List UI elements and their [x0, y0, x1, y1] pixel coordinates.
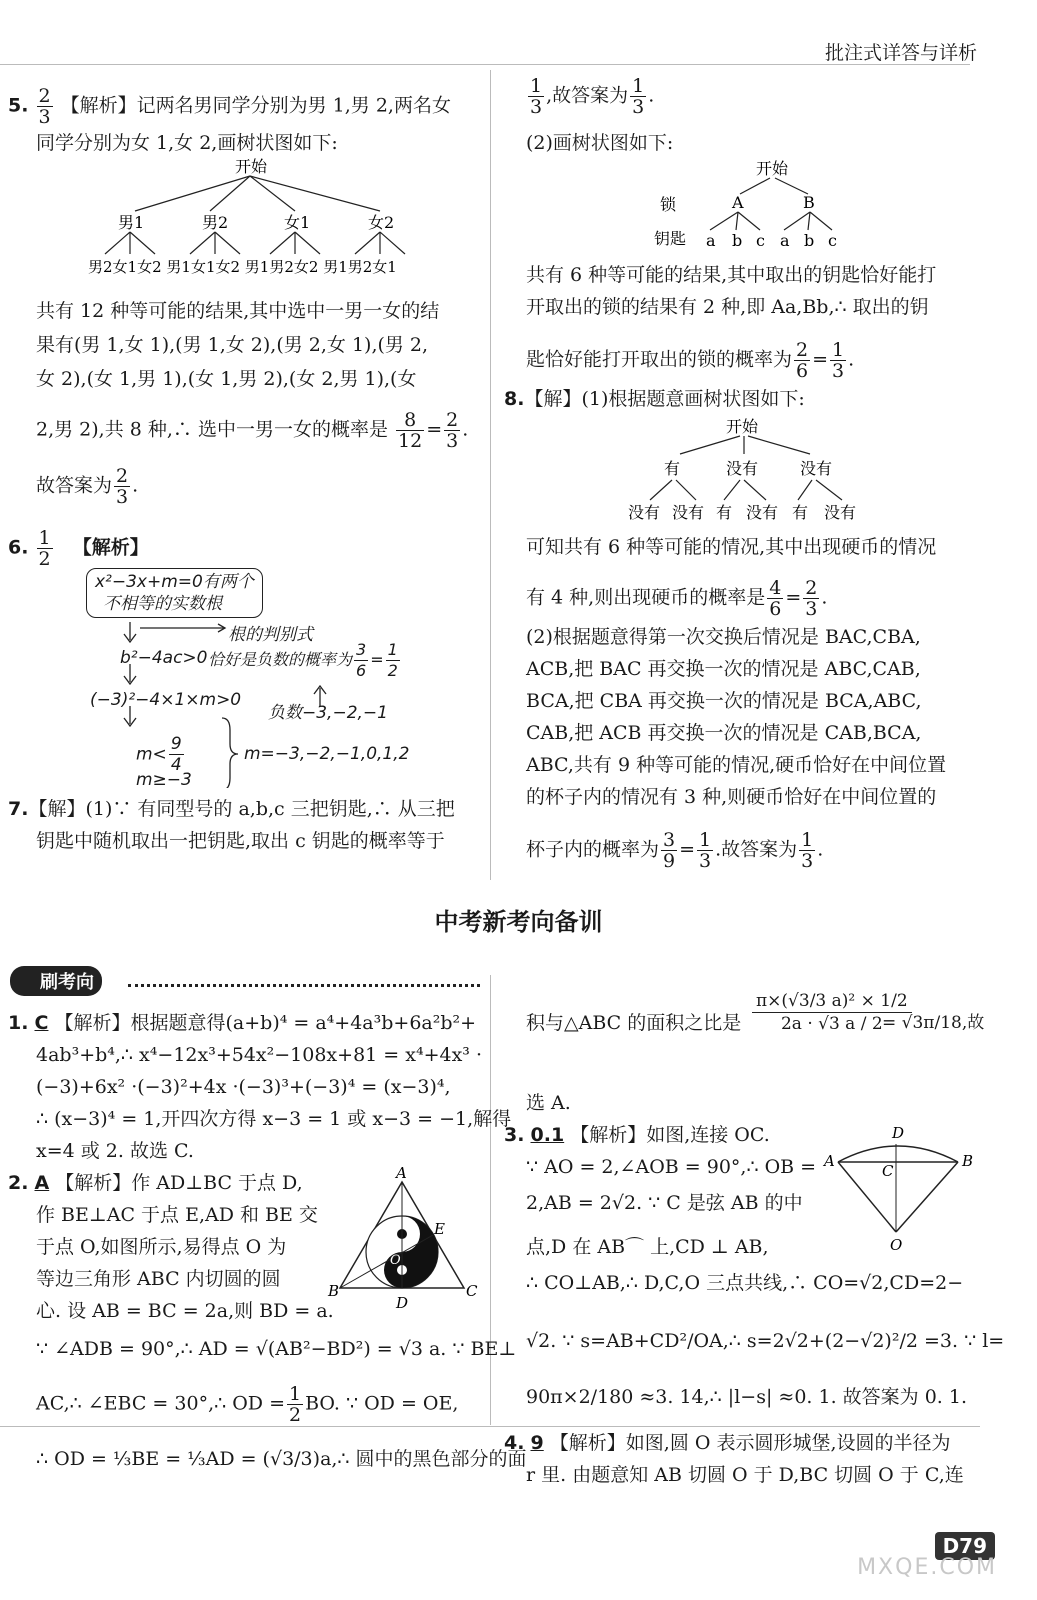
q6-m-geq: m≥−3: [136, 770, 192, 790]
tree2-lock: B: [803, 193, 815, 212]
fig3-label-B: B: [962, 1152, 974, 1170]
q6-header: 6. $\frac{1}{2}$ 【解析】: [8, 527, 149, 570]
b2r-ratio-fraction: π×(√3/3 a)² × 1/2 2a · √3 a / 2: [752, 990, 912, 1035]
tree1-leaves: 男2女1女2 男1女1女2 男1男2女2 男1男2女1: [88, 258, 397, 276]
q5-line3: 共有 12 种等可能的结果,其中选中一男一女的结: [36, 300, 440, 322]
fig3-label-O: O: [890, 1236, 903, 1254]
q6-probability-note: 恰好是负数的概率为 $\frac{3}{6}$ = $\frac{1}{2}$: [208, 640, 398, 680]
q7-line1: 7.【解】(1)∵ 有同型号的 a,b,c 三把钥匙,∴ 从三把: [8, 798, 455, 820]
page-header-title: 批注式详答与详析: [824, 42, 977, 64]
b3-line2: ∵ AO = 2,∠AOB = 90°,∴ OB =: [526, 1156, 817, 1178]
q6-m-less: m< $\frac{9}{4}$: [136, 734, 182, 775]
tree3-leaf: 有: [716, 503, 733, 522]
b3-line5: ∴ CO⊥AB,∴ D,C,O 三点共线,∴ CO=√2,CD=2−: [526, 1272, 964, 1294]
b2r-line1: 积与△ABC 的面积之比是: [526, 1012, 742, 1034]
q5-line5: 女 2),(女 1,男 1),(女 1,男 2),(女 2,男 1),(女: [36, 368, 417, 390]
b2-line7: AC,∴ ∠EBC = 30°,∴ OD = $\frac{1}{2}$ BO. ∵ OD = OE,: [36, 1383, 459, 1426]
q8-line7: CAB,把 ACB 再交换一次的情况是 CAB,BCA,: [526, 722, 922, 744]
tree2-key-label: 钥匙: [654, 229, 687, 248]
b2-line5: 心. 设 AB = BC = 2a,则 BD = a.: [36, 1300, 334, 1322]
q8-line8: ABC,共有 9 种等可能的情况,硬币恰好在中间位置: [526, 754, 947, 776]
tree3-leaf: 没有: [746, 503, 779, 522]
sector-figure: [818, 1122, 978, 1254]
b3-line7: 90π×2/180 ≈3. 14,∴ |l−s| ≈0. 1. 故答案为 0. 1.: [526, 1386, 967, 1408]
b3-line1: 3. 0.1 【解析】如图,连接 OC.: [504, 1124, 770, 1146]
q6-box: x²−3x+m=0有两个 不相等的实数根: [86, 568, 263, 618]
q5-line6: 2,男 2),共 8 种,∴ 选中一男一女的概率是 $\frac{8}{12}$ = $\frac{2}{3}$ .: [36, 409, 469, 452]
badge-rule: [128, 984, 480, 987]
b1-line3: (−3)+6x² ·(−3)²+4x ·(−3)³+(−3)⁴ = (x−3)⁴,: [36, 1076, 451, 1098]
fig3-label-A: A: [824, 1152, 835, 1170]
section-title: 中考新考向备训: [434, 908, 603, 936]
tree2-lock-label: 锁: [660, 195, 677, 214]
b2-line3: 于点 O,如图所示,易得点 O 为: [36, 1236, 287, 1258]
tree3-node: 没有: [800, 459, 833, 478]
column-divider-top: [490, 70, 491, 880]
tree2-key: b: [732, 231, 743, 250]
tree3-leaf: 没有: [672, 503, 705, 522]
fig2-label-C: C: [466, 1282, 478, 1300]
q8-line5: ACB,把 BAC 再交换一次的情况是 ABC,CAB,: [526, 658, 921, 680]
badge-label: 刷考向: [10, 966, 102, 996]
b2-line2: 作 BE⊥AC 于点 E,AD 和 BE 交: [36, 1204, 318, 1226]
q8-line1: 8.【解】(1)根据题意画树状图如下:: [504, 388, 805, 410]
r-line5: 匙恰好能打开取出的锁的概率为 $\frac{2}{6}$ = $\frac{1}{3}$ .: [526, 339, 855, 382]
tree3-node: 有: [664, 459, 681, 478]
b2-line8: ∴ OD = ⅓BE = ⅓AD = (√3/3)a,∴ 圆中的黑色部分的面: [36, 1448, 527, 1470]
header-rule: [0, 64, 970, 65]
q7-line2: 钥匙中随机取出一把钥匙,取出 c 钥匙的概率等于: [36, 830, 445, 852]
b4-line2: r 里. 由题意知 AB 切圆 O 于 D,BC 切圆 O 于 C,连: [526, 1464, 964, 1486]
q5-line7: 故答案为 $\frac{2}{3}$ .: [36, 465, 139, 508]
fig2-label-A: A: [396, 1166, 407, 1182]
fig3-label-C: C: [882, 1162, 894, 1180]
tree2-key: c: [756, 231, 765, 250]
tree1-root: 开始: [235, 157, 268, 176]
b2-line4: 等边三角形 ABC 内切圆的圆: [36, 1268, 281, 1290]
triangle-yinyang-figure: [326, 1166, 478, 1312]
q5-answer-fraction: $\frac{2}{3}$: [38, 85, 51, 128]
r-line4: 开取出的锁的结果有 2 种,即 Aa,Bb,∴ 取出的钥: [526, 296, 929, 318]
b4-line1: 4. 9 【解析】如图,圆 O 表示圆形城堡,设圆的半径为: [504, 1432, 951, 1454]
watermark: MXQE.COM: [857, 1555, 997, 1580]
page-number: D79: [935, 1532, 995, 1560]
tree-diagram-coins: [620, 414, 880, 526]
b3-line4: 点,D 在 AB⌒ 上,CD ⊥ AB,: [526, 1236, 769, 1258]
tree3-leaf: 没有: [824, 503, 857, 522]
tree3-node: 没有: [726, 459, 759, 478]
tree1-node: 女2: [368, 213, 395, 232]
b2-line6: ∵ ∠ADB = 90°,∴ AD = √(AB²−BD²) = √3 a. ∵ BE⊥: [36, 1338, 517, 1360]
q8-line4: (2)根据题意得第一次交换后情况是 BAC,CBA,: [526, 626, 921, 648]
fig2-label-D: D: [396, 1294, 409, 1312]
fig2-label-E: E: [434, 1220, 445, 1238]
r-line3: 共有 6 种等可能的结果,其中取出的钥匙恰好能打: [526, 264, 937, 286]
fig3-label-D: D: [892, 1124, 905, 1142]
q6-m-values: m=−3,−2,−1,0,1,2: [244, 744, 410, 764]
q5-line2: 同学分别为女 1,女 2,画树状图如下:: [36, 132, 338, 154]
q6-discriminant-calc: (−3)²−4×1×m>0: [90, 690, 242, 710]
q8-line2: 可知共有 6 种等可能的情况,其中出现硬币的情况: [526, 536, 937, 558]
tree1-node: 女1: [284, 213, 311, 232]
b1-line2: 4ab³+b⁴,∴ x⁴−12x³+54x²−108x+81 = x⁴+4x³ ·: [36, 1044, 482, 1066]
tree-diagram-locks: [650, 158, 880, 250]
q5-line4: 果有(男 1,女 1),(男 1,女 2),(男 2,女 1),(男 2,: [36, 334, 429, 356]
tree3-root: 开始: [726, 417, 759, 436]
fig2-label-O: O: [390, 1253, 401, 1268]
b1-line5: x=4 或 2. 故选 C.: [36, 1140, 194, 1162]
b1-line4: ∴ (x−3)⁴ = 1,开四次方得 x−3 = 1 或 x−3 = −1,解得: [36, 1108, 512, 1130]
fig2-label-B: B: [328, 1282, 340, 1300]
q5-line1: 5. $\frac{2}{3}$ 【解析】记两名男同学分别为男 1,男 2,两名女: [8, 85, 451, 128]
b2r-line2: 选 A.: [526, 1092, 571, 1114]
tree3-leaf: 没有: [628, 503, 661, 522]
q6-negatives: 负数−3,−2,−1: [268, 703, 388, 723]
b2-line1: 2. A 【解析】作 AD⊥BC 于点 D,: [8, 1172, 303, 1194]
q8-line3: 有 4 种,则出现硬币的概率是 $\frac{4}{6}$ = $\frac{2}{3}$ .: [526, 577, 828, 620]
tree2-root: 开始: [756, 159, 789, 178]
q8-line10: 杯子内的概率为 $\frac{3}{9}$ = $\frac{1}{3}$ .故答案为 $\frac{1}{3}$ .: [526, 829, 824, 872]
tree2-key: a: [706, 231, 716, 250]
bottom-rule: [0, 1426, 980, 1427]
q6-note-discriminant: 根的判别式: [228, 625, 313, 645]
r-line1: $\frac{1}{3}$ ,故答案为 $\frac{1}{3}$ .: [530, 75, 655, 118]
tree2-key: c: [828, 231, 837, 250]
tree2-key: b: [804, 231, 815, 250]
tree2-key: a: [780, 231, 790, 250]
tree1-node: 男2: [202, 213, 229, 232]
b1-line1: 1. C 【解析】根据题意得(a+b)⁴ = a⁴+4a³b+6a²b²+: [8, 1012, 477, 1034]
tree3-leaf: 有: [792, 503, 809, 522]
tree2-lock: A: [732, 193, 744, 212]
b2r-result: = √3π/18,故: [882, 1013, 985, 1033]
q8-line9: 的杯子内的情况有 3 种,则硬币恰好在中间位置的: [526, 786, 937, 808]
b3-line3: 2,AB = 2√2. ∵ C 是弦 AB 的中: [526, 1192, 803, 1214]
r-line2: (2)画树状图如下:: [526, 132, 674, 154]
q6-inequality: b²−4ac>0: [120, 648, 208, 668]
b3-line6: √2. ∵ s=AB+CD²/OA,∴ s=2√2+(2−√2)²/2 =3. ∵ l=: [526, 1330, 1005, 1352]
tree1-node: 男1: [118, 213, 145, 232]
q8-line6: BCA,把 CBA 再交换一次的情况是 BCA,ABC,: [526, 690, 922, 712]
tree-diagram-students: [80, 156, 460, 278]
